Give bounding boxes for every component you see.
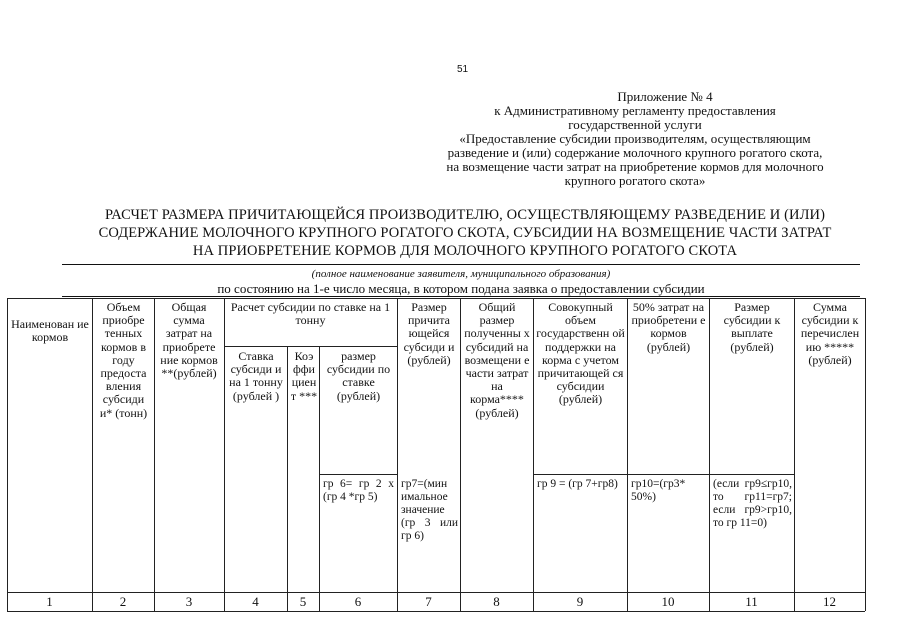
table-border [224, 346, 397, 347]
header-half-costs: 50% затрат на приобретени е кормов (рублей) [631, 300, 706, 354]
table-border [7, 298, 865, 299]
table-border [319, 346, 320, 611]
column-number: 2 [119, 594, 127, 609]
header-rate-group: Расчет субсидии по ставке на 1 тонну [230, 300, 391, 328]
applicant-name-line [62, 264, 860, 265]
appendix-line: «Предоставление субсидии производителям, осуществляющим [459, 131, 811, 146]
header-due-subsidy: Размер причита ющейся субсиди и (рублей) [403, 300, 455, 367]
appendix-line: крупного рогатого скота» [564, 173, 706, 188]
page-number: 51 [457, 64, 469, 75]
table-border [154, 298, 155, 611]
formula-col9: гр 9 = (гр 7+гр8) [537, 478, 618, 490]
header-transfer-amount: Сумма субсидии к перечислен ию ***** (рублей) [800, 300, 860, 367]
column-number: 12 [823, 594, 836, 609]
header-payout: Размер субсидии к выплате (рублей) [723, 300, 781, 354]
column-number: 10 [661, 594, 675, 609]
table-border [92, 298, 93, 611]
appendix-line: Приложение № 4 [617, 89, 713, 104]
header-received-subsidies: Общий размер полученны х субсидий на возмещени е части затрат на корма**** (рублей) [464, 300, 530, 420]
appendix-header [400, 90, 870, 188]
header-rate-per-ton: Ставка субсиди и на 1 тонну (рублей ) [229, 349, 283, 403]
table-border [397, 298, 398, 611]
column-number: 6 [354, 594, 362, 609]
column-number: 1 [46, 594, 53, 609]
column-number: 3 [185, 594, 193, 609]
appendix-line: государственной услуги [568, 117, 702, 132]
title-line: РАСЧЕТ РАЗМЕРА ПРИЧИТАЮЩЕЙСЯ ПРОИЗВОДИТЕЛЮ, ОСУЩЕСТВЛЯЮЩЕМУ РАЗВЕДЕНИЕ И (ИЛИ) [104, 207, 826, 223]
subsidy-table [7, 298, 865, 611]
table-border [7, 298, 8, 611]
column-number: 4 [252, 594, 259, 609]
table-border [709, 298, 710, 611]
header-coefficient: Коэ ффи циен т *** [290, 349, 318, 403]
header-feed-volume: Объем приобре тенных кормов в году предоста вления субсиди и* (тонн) [99, 300, 148, 420]
table-border [533, 298, 534, 611]
title-line: НА ПРИОБРЕТЕНИЕ КОРМОВ ДЛЯ МОЛОЧНОГО КРУПНОГО РОГАТОГО СКОТА [192, 243, 738, 259]
title-line: СОДЕРЖАНИЕ МОЛОЧНОГО КРУПНОГО РОГАТОГО СКОТА, СУБСИДИИ НА ВОЗМЕЩЕНИЕ ЧАСТИ ЗАТРАТ [98, 225, 832, 241]
column-number: 7 [425, 594, 432, 609]
table-border [7, 592, 865, 593]
header-total-cost: Общая сумма затрат на приобрете ние кормов **(рублей) [160, 300, 218, 381]
column-number: 11 [745, 594, 758, 609]
formula-col11: (если гр9≤гр10, то гр11=гр7; если гр9>гр10, то гр 11=0) [713, 478, 792, 529]
table-border [627, 298, 628, 611]
table-border [224, 298, 225, 611]
appendix-line: на возмещение части затрат на приобретение кормов для молочного [446, 159, 824, 174]
formula-col6: гр 6= гр 2 х (гр 4 *гр 5) [323, 478, 394, 503]
header-feed-name: Наименован ие кормов [11, 317, 89, 345]
date-note: по состоянию на 1-е число месяца, в котором подана заявка о предоставлении субсидии [217, 281, 705, 296]
table-border [460, 298, 461, 611]
table-border [794, 298, 795, 611]
table-border [533, 474, 794, 475]
appendix-line: к Административному регламенту предоставления [494, 103, 776, 118]
document-title [60, 206, 870, 260]
date-underline [62, 296, 860, 297]
formula-col7: гр7=(мин имальное значение (гр 3 или гр 6) [401, 478, 458, 542]
column-number: 9 [576, 594, 584, 609]
table-border [7, 611, 865, 612]
column-number: 5 [299, 594, 307, 609]
table-border [287, 346, 288, 611]
appendix-line: разведение и (или) содержание молочного крупного рогатого скота, [447, 145, 823, 160]
formula-col10: гр10=(гр3* 50%) [631, 478, 686, 503]
table-border [865, 298, 866, 611]
header-rate-subsidy: размер субсидии по ставке (рублей) [326, 349, 391, 403]
applicant-note: (полное наименование заявителя, муниципального образования) [311, 268, 611, 280]
column-number: 8 [493, 594, 500, 609]
header-total-support: Совокупный объем государственн ой поддержки на корма с учетом причитающей ся субсидии (рублей) [536, 300, 625, 407]
table-border [319, 474, 397, 475]
